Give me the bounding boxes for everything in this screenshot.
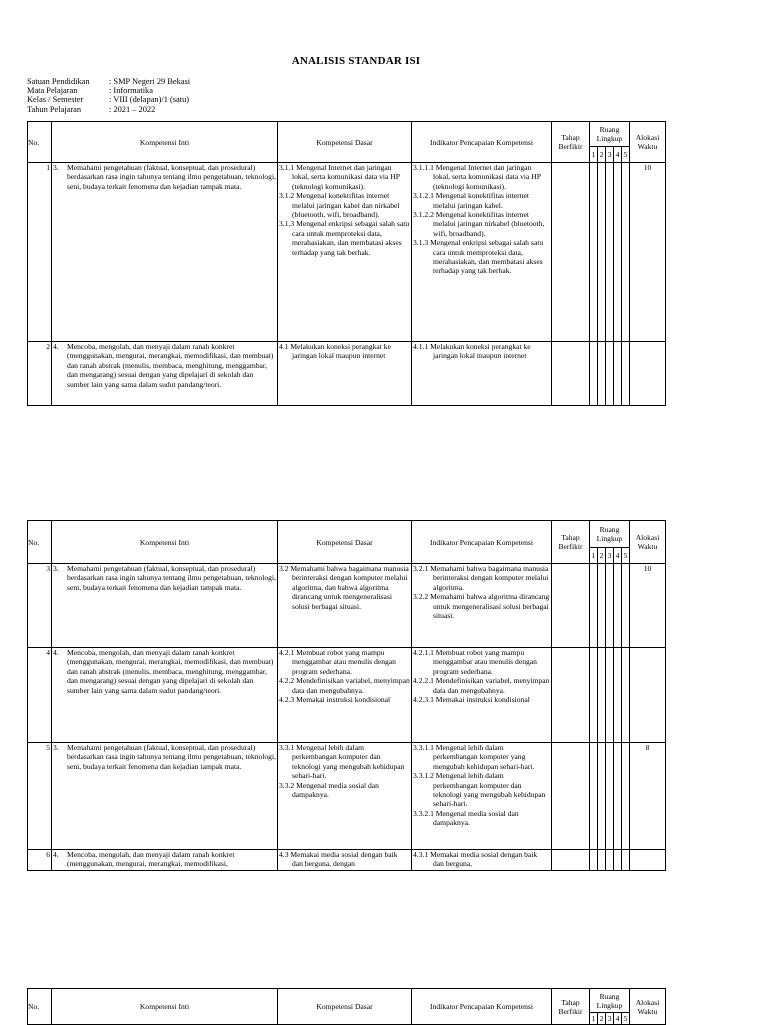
kompetensi-inti-cell bbox=[52, 564, 278, 648]
ki-number: 4. bbox=[53, 648, 59, 657]
header-ruang-3: 3 bbox=[606, 1013, 614, 1025]
alokasi-cell: 8 bbox=[630, 743, 666, 850]
meta-row bbox=[27, 95, 190, 104]
header-ruang-5: 5 bbox=[622, 548, 630, 564]
kd-item: 4.3 Memakai media sosial dengan baik dan berguna, dengan bbox=[279, 850, 398, 869]
header-ruang-4: 4 bbox=[614, 548, 622, 564]
table-row bbox=[28, 342, 666, 406]
kompetensi-inti-cell bbox=[52, 850, 278, 871]
standar-isi-table-1 bbox=[27, 121, 666, 406]
indikator-item: 3.1.2.1 Mengenal konektifitas internet melalui jaringan kabel. bbox=[413, 191, 529, 210]
table-row bbox=[28, 163, 666, 342]
indikator-item: 3.3.1.1 Mengenal lebih dalam perkembangan komputer yang mengubah kehidupan sehari-hari. bbox=[413, 743, 535, 771]
header-ruang-5: 5 bbox=[622, 147, 630, 163]
kd-item: 3.1.2 Mengenal konektifitas internet melalui jaringan kabel dan nirkabel (bluetooth, wifi, broadband). bbox=[279, 191, 400, 220]
header-no: No. bbox=[28, 122, 52, 163]
ruang-cell bbox=[590, 564, 598, 648]
row-number: 1 bbox=[28, 163, 52, 342]
kd-item: 3.2 Memahami bahwa bagaimana manusia berinteraksi dengan komputer melalui algoritma, dan bahwa algoritma dirancang untuk mengeneralisasi solusi berbagai situasi. bbox=[279, 564, 409, 611]
header-alokasi-waktu: Alokasi Waktu bbox=[630, 521, 666, 564]
kd-item: 4.2.3 Memakai instruksi kondisional bbox=[279, 695, 391, 705]
tahap-cell bbox=[552, 342, 590, 406]
ruang-cell bbox=[622, 163, 630, 342]
kd-item: 3.1.1 Mengenal Internet dan jaringan lokal, serta komunikasi data via HP (teknologi komunikasi). bbox=[279, 163, 400, 191]
header-tahap-berfikir: Tahap Berfikir bbox=[552, 989, 590, 1025]
row-number: 4 bbox=[28, 648, 52, 743]
indikator-item: 3.1.2.2 Mengenal konektifitas internet melalui jaringan nirkabel (bluetooth, wifi, broadband). bbox=[413, 210, 545, 238]
indikator-item: 3.3.1.2 Mengenal lebih dalam perkembangan komputer dan teknologi yang mengubah kehidupan sehari-hari. bbox=[413, 771, 546, 809]
header-no: No. bbox=[28, 989, 52, 1025]
table-row bbox=[28, 648, 666, 743]
ruang-cell bbox=[606, 163, 614, 342]
ki-number: 3. bbox=[53, 564, 59, 573]
ruang-cell bbox=[606, 342, 614, 406]
header-ruang-2: 2 bbox=[598, 1013, 606, 1025]
meta-label: Satuan Pendidikan bbox=[27, 77, 90, 86]
ruang-cell bbox=[606, 648, 614, 743]
kd-item: 4.1 Melakukan koneksi perangkat ke jaringan lokal maupun internet bbox=[279, 342, 391, 361]
standar-isi-table-2 bbox=[27, 520, 666, 871]
header-tahap-berfikir: Tahap Berfikir bbox=[552, 122, 590, 163]
header-ruang-lingkup: Ruang Lingkup bbox=[590, 989, 630, 1013]
header-indikator: Indikator Pencapaian Kompetensi bbox=[412, 122, 552, 163]
alokasi-cell bbox=[630, 648, 666, 743]
meta-row bbox=[27, 77, 190, 86]
header-indikator: Indikator Pencapaian Kompetensi bbox=[412, 989, 552, 1025]
header-kompetensi-dasar: Kompetensi Dasar bbox=[278, 122, 412, 163]
ruang-cell bbox=[614, 564, 622, 648]
indikator-cell bbox=[412, 743, 552, 850]
indikator-item: 4.3.1 Memakai media sosial dengan baik dan berguna, bbox=[413, 850, 538, 869]
meta-label: Tahun Pelajaran bbox=[27, 104, 82, 114]
kd-item: 3.3.1 Mengenal lebih dalam perkembangan komputer dan teknologi yang mengubah kehidupan sehari-hari. bbox=[279, 743, 405, 781]
header-kompetensi-dasar: Kompetensi Dasar bbox=[278, 521, 412, 564]
kompetensi-inti-cell bbox=[52, 163, 278, 342]
table-row bbox=[28, 850, 666, 871]
header-indikator: Indikator Pencapaian Kompetensi bbox=[412, 521, 552, 564]
indikator-cell bbox=[412, 850, 552, 871]
ki-number: 4. bbox=[53, 342, 59, 351]
ruang-cell bbox=[598, 342, 606, 406]
kompetensi-inti-cell bbox=[52, 342, 278, 406]
page-title: ANALISIS STANDAR ISI bbox=[291, 55, 421, 67]
tahap-cell bbox=[552, 648, 590, 743]
ruang-cell bbox=[622, 743, 630, 850]
kd-item: 3.3.2 Mengenal media sosial dan dampaknya. bbox=[279, 780, 379, 800]
meta-row bbox=[27, 105, 190, 114]
header-ruang-5: 5 bbox=[622, 1013, 630, 1025]
header-ruang-3: 3 bbox=[606, 548, 614, 564]
ruang-cell bbox=[614, 743, 622, 850]
indikator-cell bbox=[412, 648, 552, 743]
alokasi-cell: 10 bbox=[630, 163, 666, 342]
indikator-item: 3.2.2 Memahami bahwa algoritma dirancang untuk mengeneralisasi solusi berbagai situasi. bbox=[413, 592, 550, 621]
kompetensi-dasar-cell bbox=[278, 743, 412, 850]
ruang-cell bbox=[614, 342, 622, 406]
kompetensi-dasar-cell bbox=[278, 342, 412, 406]
meta-label: Kelas / Semester bbox=[27, 95, 84, 105]
header-ruang-lingkup: Ruang Lingkup bbox=[590, 122, 630, 147]
ruang-cell bbox=[614, 648, 622, 743]
ruang-cell bbox=[590, 342, 598, 406]
ki-text: Memahami pengetahuan (faktual, konseptual, dan prosedural) berdasarkan rasa ingin tahunya tentang ilmu pengetahuan, teknologi, seni, budaya terkait fenomena dan kejadian tampak mata. bbox=[67, 743, 276, 771]
tahap-cell bbox=[552, 850, 590, 871]
meta-value: : SMP Negeri 29 Bekasi bbox=[109, 77, 191, 86]
indikator-item: 3.1.3 Mengenal enkripsi sebagai salah satu cara untuk memproteksi data, merahasiakan, dan membatasi akses terhadap yang tak berhak. bbox=[413, 238, 544, 276]
meta-label: Mata Pelajaran bbox=[27, 86, 78, 96]
indikator-item: 4.2.1.1 Membuat robot yang mampu menggambar atau menulis dengan program sederhana. bbox=[413, 648, 537, 676]
header-tahap-berfikir: Tahap Berfikir bbox=[552, 521, 590, 564]
kompetensi-inti-cell bbox=[52, 743, 278, 850]
ki-text: Memahami pengetahuan (faktual, konseptual, dan prosedural) berdasarkan rasa ingin tahunya tentang ilmu pengetahuan, teknologi, seni, budaya terkait fenomena dan kejadian tampak mata. bbox=[67, 564, 276, 592]
indikator-cell bbox=[412, 342, 552, 406]
ruang-cell bbox=[614, 163, 622, 342]
indikator-item: 3.3.2.1 Mengenal media sosial dan dampaknya. bbox=[413, 808, 519, 828]
header-ruang-lingkup: Ruang Lingkup bbox=[590, 521, 630, 548]
ki-number: 3. bbox=[53, 163, 59, 172]
ruang-cell bbox=[590, 163, 598, 342]
meta-row bbox=[27, 86, 190, 95]
ruang-cell bbox=[598, 850, 606, 871]
ki-text: Mencoba, mengolah, dan menyaji dalam ranah konkret (menggunakan, mengurai, merangkai, memodifikasi, bbox=[67, 850, 235, 869]
row-number: 6 bbox=[28, 850, 52, 871]
table-row bbox=[28, 743, 666, 850]
header-ruang-1: 1 bbox=[590, 147, 598, 163]
row-number: 3 bbox=[28, 564, 52, 648]
alokasi-cell bbox=[630, 342, 666, 406]
kd-item: 4.2.1 Membuat robot yang mampu menggambar atau menulis dengan program sederhana. bbox=[279, 648, 396, 676]
tahap-cell bbox=[552, 743, 590, 850]
kompetensi-dasar-cell bbox=[278, 163, 412, 342]
header-ruang-1: 1 bbox=[590, 548, 598, 564]
ki-number: 4. bbox=[53, 850, 59, 859]
ruang-cell bbox=[598, 648, 606, 743]
alokasi-cell: 10 bbox=[630, 564, 666, 648]
tahap-cell bbox=[552, 564, 590, 648]
header-ruang-2: 2 bbox=[598, 548, 606, 564]
header-kompetensi-dasar: Kompetensi Dasar bbox=[278, 989, 412, 1025]
indikator-item: 4.2.3.1 Memakai instruksi kondisional bbox=[413, 695, 530, 705]
kompetensi-dasar-cell bbox=[278, 648, 412, 743]
header-no: No. bbox=[28, 521, 52, 564]
header-ruang-1: 1 bbox=[590, 1013, 598, 1025]
standar-isi-table-3 bbox=[27, 988, 666, 1025]
kompetensi-dasar-cell bbox=[278, 564, 412, 648]
indikator-cell bbox=[412, 163, 552, 342]
meta-value: : 2021 – 2022 bbox=[109, 104, 156, 114]
ruang-cell bbox=[622, 648, 630, 743]
header-ruang-3: 3 bbox=[606, 147, 614, 163]
ruang-cell bbox=[606, 850, 614, 871]
ruang-cell bbox=[590, 850, 598, 871]
table-row bbox=[28, 564, 666, 648]
kompetensi-inti-cell bbox=[52, 648, 278, 743]
alokasi-cell bbox=[630, 850, 666, 871]
meta-value: : Informatika bbox=[109, 86, 153, 96]
indikator-item: 4.2.2.1 Mendefinisikan variabel, menyimpan data dan mengubahnya. bbox=[413, 676, 550, 695]
ki-text: Mencoba, mengolah, dan menyaji dalam ranah konkret (menggunakan, mengurai, merangkai, memodifikasi, dan membuat) dan ranah abstrak (menulis, membaca, menghitung, menggambar, dan mengarang) sesuai dengan yang dipelajari di sekolah dan sumber lain yang sama dalam sudut pandang/teori. bbox=[67, 648, 274, 695]
ruang-cell bbox=[622, 564, 630, 648]
indikator-item: 4.1.1 Melakukan koneksi perangkat ke jaringan lokal maupun internet bbox=[413, 342, 531, 361]
ruang-cell bbox=[606, 564, 614, 648]
header-ruang-2: 2 bbox=[598, 147, 606, 163]
ruang-cell bbox=[590, 743, 598, 850]
document-meta bbox=[27, 77, 190, 114]
ki-text: Memahami pengetahuan (faktual, konseptual, dan prosedural) berdasarkan rasa ingin tahunya tentang ilmu pengetahuan, teknologi, seni, budaya terkait fenomena dan kejadian tampak mata. bbox=[67, 163, 276, 191]
header-ruang-4: 4 bbox=[614, 147, 622, 163]
ruang-cell bbox=[606, 743, 614, 850]
ki-text: Mencoba, mengolah, dan menyaji dalam ranah konkret (menggunakan, mengurai, merangkai, memodifikasi, dan membuat) dan ranah abstrak (menulis, membaca, menghitung, menggambar, dan mengarang) sesuai dengan yang dipelajari di sekolah dan sumber lain yang sama dalam sudut pandang/teori. bbox=[67, 342, 274, 389]
meta-value: : VIII (delapan)/1 (satu) bbox=[109, 95, 190, 105]
ruang-cell bbox=[622, 342, 630, 406]
ruang-cell bbox=[598, 743, 606, 850]
kompetensi-dasar-cell bbox=[278, 850, 412, 871]
row-number: 5 bbox=[28, 743, 52, 850]
indikator-item: 3.2.1 Memahami bahwa bagaimana manusia berinteraksi dengan komputer melalui algoritma. bbox=[413, 564, 549, 592]
row-number: 2 bbox=[28, 342, 52, 406]
header-kompetensi-inti: Kompetensi Inti bbox=[52, 122, 278, 163]
ruang-cell bbox=[622, 850, 630, 871]
kd-item: 4.2.2 Mendefinisikan variabel, menyimpan data dan mengubahnya. bbox=[279, 676, 410, 695]
ruang-cell bbox=[598, 163, 606, 342]
indikator-item: 3.1.1.1 Mengenal Internet dan jaringan lokal, serta komunikasi data via HP (teknologi komunikasi). bbox=[413, 163, 541, 191]
header-alokasi-waktu: Alokasi Waktu bbox=[630, 122, 666, 163]
ruang-cell bbox=[590, 648, 598, 743]
tahap-cell bbox=[552, 163, 590, 342]
header-kompetensi-inti: Kompetensi Inti bbox=[52, 521, 278, 564]
indikator-cell bbox=[412, 564, 552, 648]
header-alokasi-waktu: Alokasi Waktu bbox=[630, 989, 666, 1025]
ki-number: 3. bbox=[53, 743, 59, 752]
ruang-cell bbox=[614, 850, 622, 871]
ruang-cell bbox=[598, 564, 606, 648]
header-ruang-4: 4 bbox=[614, 1013, 622, 1025]
kd-item: 3.1.3 Mengenal enkripsi sebagai salah satu cara untuk memproteksi data, merahasiakan, dan membatasi akses terhadap yang tak berhak. bbox=[279, 219, 410, 257]
header-kompetensi-inti: Kompetensi Inti bbox=[52, 989, 278, 1025]
